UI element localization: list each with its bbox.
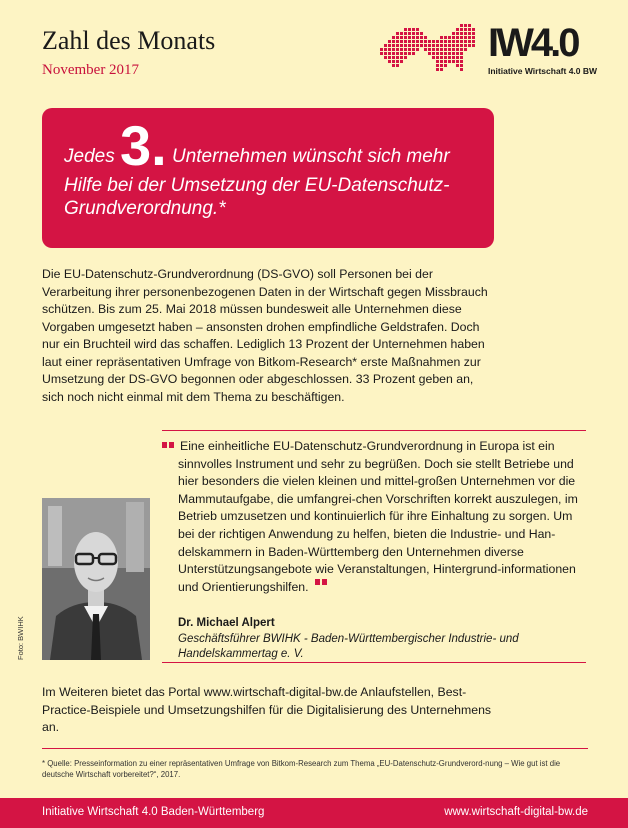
page-title: Zahl des Monats: [42, 26, 216, 55]
intro-paragraph: Die EU-Datenschutz-Grundverordnung (DS-GVO) soll Personen bei der Verarbeitung ihrer personenbezogenen Daten in der Wirtschaft gegen Missbrauch schützen. Bis zum 25. Mai 2018 müssen bundesweit alle Unternehmen diese Vorgaben umgesetzt haben – ansonsten drohen empfindliche Geldstrafen. Doch nur ein Bruchteil wird das schaffen. Lediglich 13 Prozent der Unternehmen haben laut einer repräsentativen Umfrage von Bitkom-Research* erste Maßnahmen zur Umsetzung der DS-GVO begonnen oder abgeschlossen. 33 Prozent geben an, sich noch nicht einmal mit dem Thema zu beschäftigen.: [42, 267, 488, 404]
lion-pixel-icon: [372, 24, 484, 74]
banner-statement: Unternehmen wünscht sich mehr Hilfe bei der Umsetzung der EU-Datenschutz-Grundverordnung.*: [64, 146, 450, 219]
portrait-photo: [42, 498, 150, 660]
outro-paragraph: Im Weiteren bietet das Portal www.wirtschaft-digital-bw.de Anlaufstellen, Best-Practice-Beispiele und Umsetzungshilfen für die Digitalisierung des Unternehmens an.: [42, 685, 492, 734]
banner-number: 3.: [119, 114, 167, 177]
quote-open-icon: [162, 442, 174, 448]
banner-prefix: Jedes: [64, 146, 120, 167]
divider-footnote: [42, 748, 588, 749]
quote-author: [178, 616, 578, 663]
footer-bar: [0, 798, 628, 828]
divider-bottom: [162, 662, 586, 663]
divider-top: [162, 430, 586, 431]
footnote: * Quelle: Presseinformation zu einer repräsentativen Umfrage von Bitkom-Research zum Thema „EU-Datenschutz-Grundverord-nung – Wie gut ist die deutsche Wirtschaft vorbereitet?“, 2017.: [42, 759, 561, 779]
quote-text: Eine einheitliche EU-Datenschutz-Grundverordnung in Europa ist ein sinnvolles Instrument und sehr zu begrüßen. Doch sie stellt Betriebe und hier besonders die vielen kleinen und mittel-großen Unternehmen vor die Mammutaufgabe, die umfangrei-chen Vorschriften korrekt auszulegen, im Betrieb umzusetzen und kontinuierlich für ihre Einhaltung zu sorgen. Um bei der richtigen Anwendung zu helfen, bieten die Industrie- und Han-delskammern in Baden-Württemberg den Unternehmen diverse Unterstützungsangebote wie Veranstaltungen, Hintergrund-informationen und Orientierungshilfen.: [178, 439, 578, 594]
footer-url[interactable]: www.wirtschaft-digital-bw.de: [444, 806, 588, 818]
photo-credit: Foto: BWIHK: [16, 616, 25, 660]
quote-body: [162, 438, 582, 596]
footer-initiative: Initiative Wirtschaft 4.0 Baden-Württemberg: [42, 806, 265, 818]
quote-close-icon: [315, 579, 327, 585]
author-role: Geschäftsführer BWIHK - Baden-Württembergischer Industrie- und Handelskammertag e. V.: [178, 632, 519, 660]
author-name: Dr. Michael Alpert: [178, 617, 275, 629]
logo-mark: IW4.0: [488, 21, 578, 65]
banner-text: [64, 114, 484, 220]
highlight-banner: [42, 108, 494, 248]
logo: [372, 22, 602, 82]
page-subtitle: November 2017: [42, 62, 140, 78]
logo-tagline: Initiative Wirtschaft 4.0 BW: [488, 66, 598, 76]
quote-block: [162, 438, 582, 596]
